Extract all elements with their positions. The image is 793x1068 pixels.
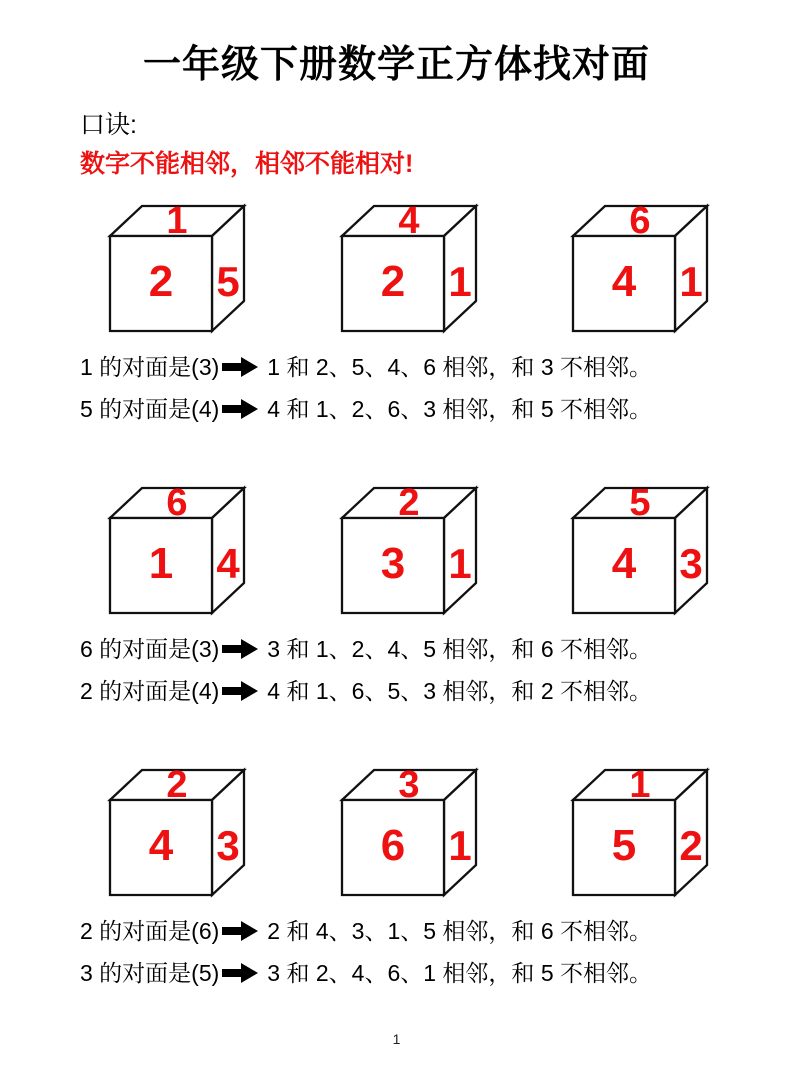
- fact-tail: 3 和 2、4、6、1 相邻，和 5 不相邻。: [267, 960, 652, 986]
- cube-right-number: 3: [679, 540, 703, 587]
- cube-top-number: 5: [629, 482, 651, 524]
- fact-line: [80, 634, 793, 664]
- arrow-right-icon: [221, 638, 259, 660]
- cube-right-number: 1: [679, 258, 703, 305]
- cube-front-number: 2: [148, 257, 174, 306]
- fact-lead: 5 的对面是(4): [80, 396, 220, 422]
- page-title: 一年级下册数学正方体找对面: [142, 44, 650, 86]
- cube-front-number: 2: [380, 257, 405, 306]
- fact-lead: 3 的对面是(5): [80, 960, 220, 986]
- cube-front-number: 5: [611, 821, 637, 870]
- arrow-right-icon: [221, 356, 259, 378]
- cube-top-number: 1: [629, 764, 651, 806]
- cube: [563, 478, 723, 618]
- cube-top-number: 1: [166, 200, 188, 242]
- fact-lead: 2 的对面是(4): [80, 678, 220, 704]
- fact-tail: 4 和 1、6、5、3 相邻，和 2 不相邻。: [267, 678, 652, 704]
- fact-tail: 2 和 4、3、1、5 相邻，和 6 不相邻。: [267, 918, 652, 944]
- arrow-right-icon: [221, 920, 259, 942]
- cube-right-number: 1: [447, 822, 472, 869]
- fact-tail: 1 和 2、5、4、6 相邻，和 3 不相邻。: [267, 354, 652, 380]
- cube-top-number: 2: [166, 764, 188, 806]
- fact-tail: 3 和 1、2、4、5 相邻，和 6 不相邻。: [267, 636, 652, 662]
- cube-right-number: 1: [447, 540, 472, 587]
- cube: [100, 196, 260, 336]
- cube-right-number: 5: [216, 258, 240, 305]
- fact-line: [80, 676, 793, 706]
- cube: [100, 478, 260, 618]
- fact-lead: 1 的对面是(3): [80, 354, 220, 380]
- fact-line: [80, 394, 793, 424]
- cube-top-number: 3: [397, 764, 420, 806]
- cube: [332, 478, 492, 618]
- cube: [332, 760, 492, 900]
- cube-row-2: [100, 478, 723, 618]
- cube-right-number: 2: [679, 822, 703, 869]
- cube: [563, 760, 723, 900]
- cube-top-number: 6: [166, 482, 188, 524]
- cube-right-number: 3: [216, 822, 240, 869]
- fact-lead: 2 的对面是(6): [80, 918, 220, 944]
- arrow-right-icon: [221, 398, 259, 420]
- cube-top-number: 6: [629, 200, 651, 242]
- cube-top-number: 4: [397, 200, 420, 242]
- cube-front-number: 3: [380, 539, 405, 588]
- cube: [563, 196, 723, 336]
- cube-row-1: [100, 196, 723, 336]
- cube-top-number: 2: [397, 482, 420, 524]
- mnemonic-label: 口诀:: [80, 111, 137, 139]
- cube: [100, 760, 260, 900]
- cube-front-number: 4: [148, 821, 174, 870]
- cube-front-number: 4: [611, 539, 637, 588]
- arrow-right-icon: [221, 962, 259, 984]
- page-number: 1: [392, 1031, 401, 1047]
- mnemonic-text: 数字不能相邻，相邻不能相对!: [80, 150, 414, 178]
- cube-right-number: 4: [216, 540, 240, 587]
- cube-front-number: 4: [611, 257, 637, 306]
- arrow-right-icon: [221, 680, 259, 702]
- cube-right-number: 1: [447, 258, 472, 305]
- fact-lead: 6 的对面是(3): [80, 636, 220, 662]
- cube-row-3: [100, 760, 723, 900]
- fact-tail: 4 和 1、2、6、3 相邻，和 5 不相邻。: [267, 396, 652, 422]
- fact-line: [80, 352, 793, 382]
- fact-line: [80, 916, 793, 946]
- fact-line: [80, 958, 793, 988]
- cube-front-number: 1: [148, 539, 174, 588]
- cube-front-number: 6: [380, 821, 405, 870]
- cube: [332, 196, 492, 336]
